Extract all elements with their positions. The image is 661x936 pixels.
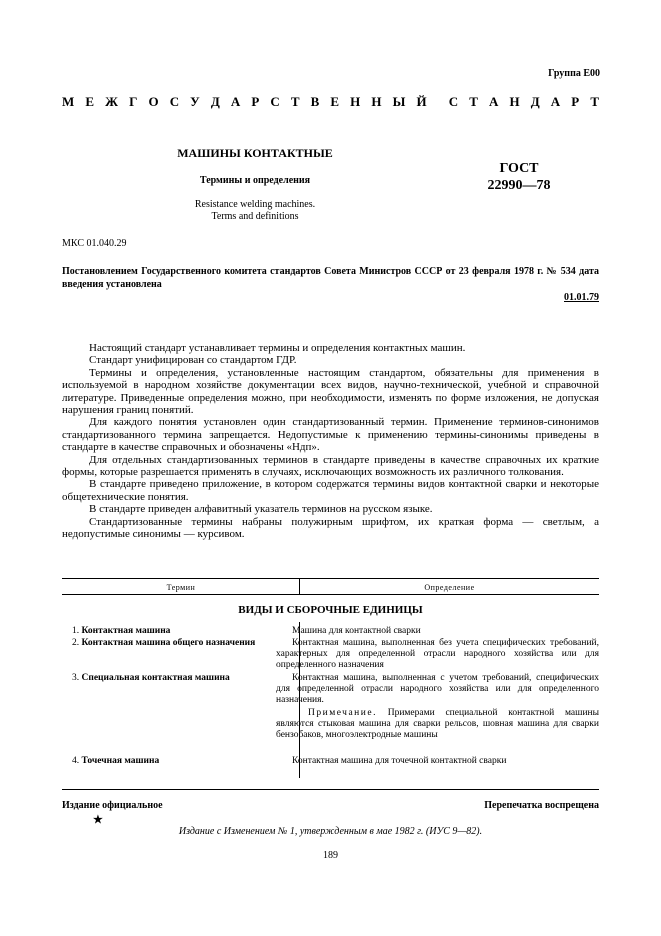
note-text: Примерами специальной контактной машины являются стыковая машина для сварки рельсов, шовная машина для сварки бензобаков, многоэлектродные машины bbox=[276, 708, 599, 740]
gost-number: 22990—78 bbox=[487, 178, 551, 193]
intro-paragraph: Для каждого понятия установлен один стандартизованный термин. Применение терминов-синонимов стандартизованного термина запрещается. Недопустимые к применению термины-синонимы приведены в стандарте в качестве справочных и обозначены «Ндп». bbox=[62, 416, 599, 454]
term-definition: Контактная машина, выполненная с учетом требований, специфических для определенной отрасли народного хозяйства или для определенного назначения. Примечание. Примерами специальной контактной машины являются стыковая машина для сварки рельсов, шовная машина для сварки бензобаков, многоэлектродные машины bbox=[276, 673, 599, 740]
gost-designation bbox=[474, 160, 564, 194]
term-name: Контактная машина общего назначения bbox=[81, 638, 256, 648]
term-note bbox=[276, 708, 599, 741]
term-name: Специальная контактная машина bbox=[81, 673, 230, 683]
intro-paragraph: Для отдельных стандартизованных терминов в стандарте приведены в качестве справочных их краткие формы, которые разрешается применять в случаях, исключающих возможность их различного толкования. bbox=[62, 453, 599, 479]
gost-label: ГОСТ bbox=[499, 161, 539, 176]
section-heading: ВИДЫ И СБОРОЧНЫЕ ЕДИНИЦЫ bbox=[238, 604, 423, 616]
reprint-notice: Перепечатка воспрещена bbox=[484, 800, 599, 811]
term-number: 1. bbox=[72, 626, 80, 636]
standard-type-heading: М Е Ж Г О С У Д А Р С Т В Е Н Н Ы Й С Т А Н Д А Р Т bbox=[62, 94, 599, 109]
note-label: Примечание. bbox=[308, 708, 377, 718]
intro-paragraph: Настоящий стандарт устанавливает термины и определения контактных машин. bbox=[89, 342, 466, 354]
intro-paragraph: В стандарте приведен алфавитный указатель терминов на русском языке. bbox=[89, 503, 433, 516]
term-number: 2. bbox=[72, 638, 80, 648]
column-header-term: Термин bbox=[166, 583, 196, 592]
term-number: 4. bbox=[72, 756, 80, 766]
intro-paragraph: Стандартизованные термины набраны полужирным шрифтом, их краткая форма — светлым, а недопустимые синонимы — курсивом. bbox=[62, 515, 599, 541]
official-edition: Издание официальное bbox=[62, 800, 163, 811]
mks-code: МКС 01.040.29 bbox=[62, 238, 127, 249]
term-definition: Машина для контактной сварки bbox=[292, 626, 421, 636]
column-header-definition: Определение bbox=[424, 583, 475, 592]
footer-rule bbox=[62, 789, 599, 790]
edition-change-note: Издание с Изменением № 1, утвержденным в мае 1982 г. (ИУС 9—82). bbox=[178, 826, 483, 837]
term-name: Контактная машина bbox=[81, 626, 171, 636]
term-entry bbox=[62, 638, 272, 649]
star-icon: ★ bbox=[93, 814, 103, 826]
document-subtitle: Термины и определения bbox=[199, 175, 311, 186]
intro-paragraph: Термины и определения, установленные настоящим стандартом, обязательны для применения в используемой в народном хозяйстве документации всех видов, научно-технической, учебной и справочной литературе. Приведенные определения можно, при необходимости, изменять по форме изложения, не допуская нарушения границ понятий. bbox=[62, 366, 599, 417]
english-title-line1: Resistance welding machines. bbox=[194, 199, 316, 210]
term-entry bbox=[62, 756, 272, 767]
term-entry bbox=[62, 626, 272, 637]
header-column-divider bbox=[299, 578, 300, 594]
group-code: Группа Е00 bbox=[548, 68, 600, 79]
term-definition: Контактная машина, выполненная без учета специфических требований, характерных для определенной отрасли народного хозяйства или для определенного назначения bbox=[276, 638, 599, 670]
document-title: МАШИНЫ КОНТАКТНЫЕ bbox=[177, 146, 333, 160]
english-title bbox=[160, 199, 350, 223]
term-entry bbox=[62, 673, 272, 684]
intro-paragraph: В стандарте приведено приложение, в котором содержатся термины видов контактной сварки и некоторые общетехнические понятия. bbox=[62, 478, 599, 503]
table-header-rule bbox=[62, 594, 599, 595]
term-definition: Контактная машина для точечной контактной сварки bbox=[292, 756, 507, 766]
effective-date: 01.01.79 bbox=[564, 292, 599, 303]
term-number: 3. bbox=[72, 673, 80, 683]
page-number: 189 bbox=[323, 850, 338, 861]
english-title-line2: Terms and definitions bbox=[211, 211, 299, 222]
intro-paragraph: Стандарт унифицирован со стандартом ГДР. bbox=[89, 354, 297, 367]
resolution-text: Постановлением Государственного комитета стандартов Совета Министров СССР от 23 февраля 1978 г. № 534 дата введения установлена bbox=[62, 266, 599, 290]
term-name: Точечная машина bbox=[81, 756, 160, 766]
table-top-rule bbox=[62, 578, 599, 579]
introduction bbox=[62, 342, 599, 541]
